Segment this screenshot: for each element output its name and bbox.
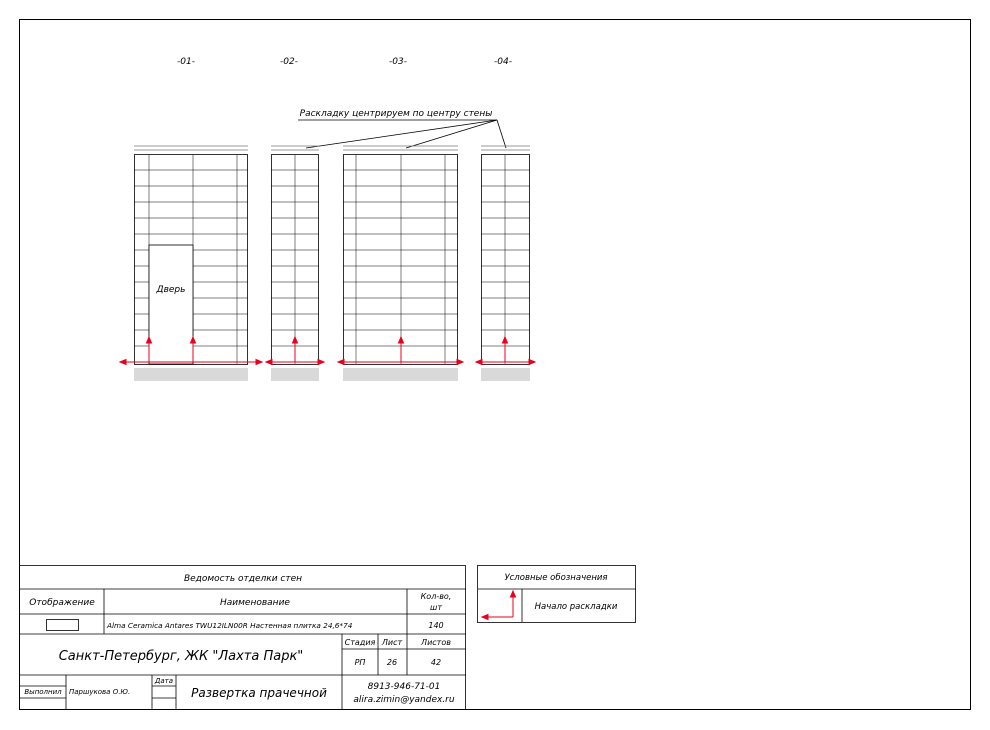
col-qty-header-1: Кол-во, xyxy=(420,592,452,601)
wall-02-tiles xyxy=(271,155,319,364)
wall-02-floor xyxy=(271,368,319,381)
contact-email: alira.zimin@yandex.ru xyxy=(353,695,455,705)
col-display-header: Отображение xyxy=(29,598,95,608)
role-label: Выполнил xyxy=(24,688,62,696)
project-name: Санкт-Петербург, ЖК "Лахта Парк" xyxy=(58,649,304,664)
author-name: Паршукова О.Ю. xyxy=(69,688,131,696)
wall-03-floor xyxy=(343,368,458,381)
col-qty-header-2: шт xyxy=(430,603,442,612)
stage-value: РП xyxy=(354,658,366,667)
wall-label-03: -03- xyxy=(389,57,407,67)
wall-04-floor xyxy=(481,368,530,381)
wall-label-02: -02- xyxy=(280,57,298,67)
wall-04-tiles xyxy=(481,155,530,364)
door-opening xyxy=(149,245,193,364)
material-name: Alma Ceramica Antares TWU12ILN00R Настенная плитка 24,6*74 xyxy=(107,621,353,630)
legend-title: Условные обозначения xyxy=(504,573,608,583)
legend-item-label: Начало раскладки xyxy=(534,602,618,612)
wall-01-floor xyxy=(134,368,248,381)
schedule-title: Ведомость отделки стен xyxy=(183,574,303,584)
sheet-label: Лист xyxy=(381,638,403,647)
material-qty: 140 xyxy=(428,621,444,630)
drawing-title: Развертка прачечной xyxy=(191,686,327,700)
sheet-value: 26 xyxy=(386,658,398,667)
date-label: Дата xyxy=(154,677,174,685)
sheets-label: Листов xyxy=(421,638,451,647)
wall-03-tiles xyxy=(343,155,458,364)
sheets-value: 42 xyxy=(430,658,442,667)
wall-label-04: -04- xyxy=(494,57,512,67)
col-name-header: Наименование xyxy=(220,598,290,608)
door-label: Дверь xyxy=(156,285,186,295)
display-swatch xyxy=(47,620,79,631)
legend-arrow-icon xyxy=(482,591,516,620)
stage-label: Стадия xyxy=(344,638,376,647)
leader-note xyxy=(298,109,506,148)
leader-note-text: Раскладку центрируем по центру стены xyxy=(299,109,493,119)
wall-label-01: -01- xyxy=(177,57,195,67)
contact-phone: 8913-946-71-01 xyxy=(367,682,441,692)
wall-01-elevation xyxy=(134,146,248,381)
